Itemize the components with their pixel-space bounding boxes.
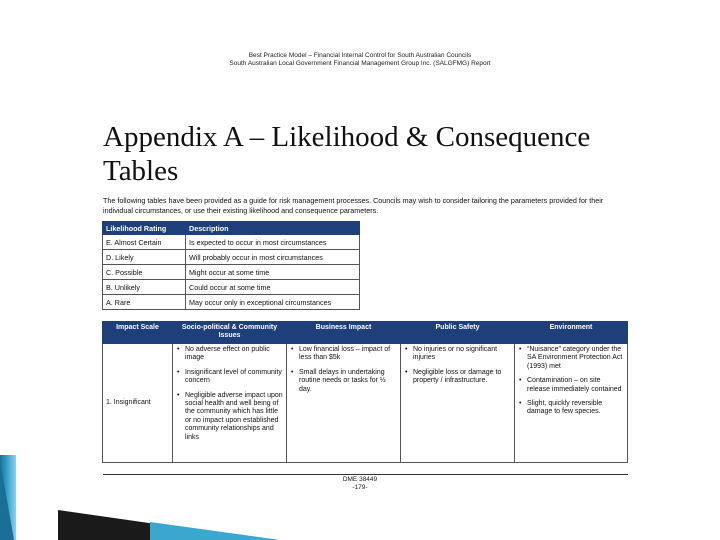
environment-cell bbox=[515, 344, 628, 463]
consequence-col-public-safety: Public Safety bbox=[401, 322, 515, 344]
likelihood-header-row bbox=[103, 222, 360, 235]
consequence-col-business-impact: Business Impact bbox=[287, 322, 401, 344]
list-item: • No adverse effect on public image bbox=[185, 346, 283, 363]
likelihood-col-description: Description bbox=[186, 222, 360, 235]
table-row bbox=[103, 235, 360, 250]
consequence-header-row bbox=[103, 322, 628, 344]
corner-decoration-triangle bbox=[0, 460, 14, 540]
list-item: • Negligible adverse impact upon social health and well being of the community which has little or no impact upon established community relationships and links bbox=[185, 392, 283, 442]
title-line-2: Tables bbox=[103, 155, 179, 187]
likelihood-rating: B. Unlikely bbox=[103, 280, 186, 295]
consequence-table bbox=[102, 321, 628, 463]
list-item: • Insignificant level of community concern bbox=[185, 369, 283, 386]
table-row bbox=[103, 250, 360, 265]
likelihood-rating: A. Rare bbox=[103, 295, 186, 310]
likelihood-description: Will probably occur in most circumstances bbox=[186, 250, 360, 265]
likelihood-col-rating: Likelihood Rating bbox=[103, 222, 186, 235]
likelihood-rating: C. Possible bbox=[103, 265, 186, 280]
socio-political-cell bbox=[173, 344, 287, 463]
list-item: • Low financial loss – impact of less than $5k bbox=[299, 346, 397, 363]
footer-doc-ref: DME 38449 bbox=[342, 476, 378, 483]
likelihood-description: May occur only in exceptional circumstances bbox=[186, 295, 360, 310]
list-item: • No injuries or no significant injuries bbox=[413, 346, 511, 363]
consequence-col-environment: Environment bbox=[515, 322, 628, 344]
table-row bbox=[103, 295, 360, 310]
footer-page-number: -179- bbox=[352, 484, 368, 491]
list-item: • “Nuisance” category under the SA Environment Protection Act (1993) met bbox=[527, 346, 624, 371]
likelihood-rating: D. Likely bbox=[103, 250, 186, 265]
impact-scale-cell: 1. Insignificant bbox=[103, 344, 173, 463]
table-row bbox=[103, 280, 360, 295]
header-line-2: South Australian Local Government Financial Management Group Inc. (SALGFMG) Report bbox=[229, 60, 491, 67]
footer-divider bbox=[103, 474, 628, 475]
document-header bbox=[0, 52, 720, 68]
document-footer bbox=[0, 476, 720, 492]
likelihood-description: Could occur at some time bbox=[186, 280, 360, 295]
table-row bbox=[103, 265, 360, 280]
list-item: • Negligible loss or damage to property / infrastructure. bbox=[413, 369, 511, 386]
likelihood-rating: E. Almost Certain bbox=[103, 235, 186, 250]
title-line-1: Appendix A – Likelihood & Consequence bbox=[103, 121, 591, 153]
consequence-col-socio-political: Socio-political & Community Issues bbox=[173, 322, 287, 344]
likelihood-description: Is expected to occur in most circumstances bbox=[186, 235, 360, 250]
likelihood-table bbox=[102, 221, 360, 310]
business-impact-cell bbox=[287, 344, 401, 463]
page-title bbox=[103, 120, 663, 188]
public-safety-cell bbox=[401, 344, 515, 463]
intro-paragraph: The following tables have been provided as a guide for risk management processes. Councils may wish to consider tailoring the parameters provided for their individual circumstances, or use their existing likelihood and consequence parameters. bbox=[103, 196, 604, 215]
header-line-1: Best Practice Model – Financial Internal Control for South Australian Councils bbox=[248, 52, 472, 59]
list-item: • Small delays in undertaking routine needs or tasks for ½ day. bbox=[299, 369, 397, 394]
table-row bbox=[103, 344, 628, 463]
list-item: • Slight, quickly reversible damage to few species. bbox=[527, 400, 624, 417]
bottom-decoration-blue-wedge bbox=[150, 522, 280, 540]
consequence-col-impact-scale: Impact Scale bbox=[103, 322, 173, 344]
list-item: • Contamination – on site release immediately contained bbox=[527, 377, 624, 394]
likelihood-description: Might occur at some time bbox=[186, 265, 360, 280]
